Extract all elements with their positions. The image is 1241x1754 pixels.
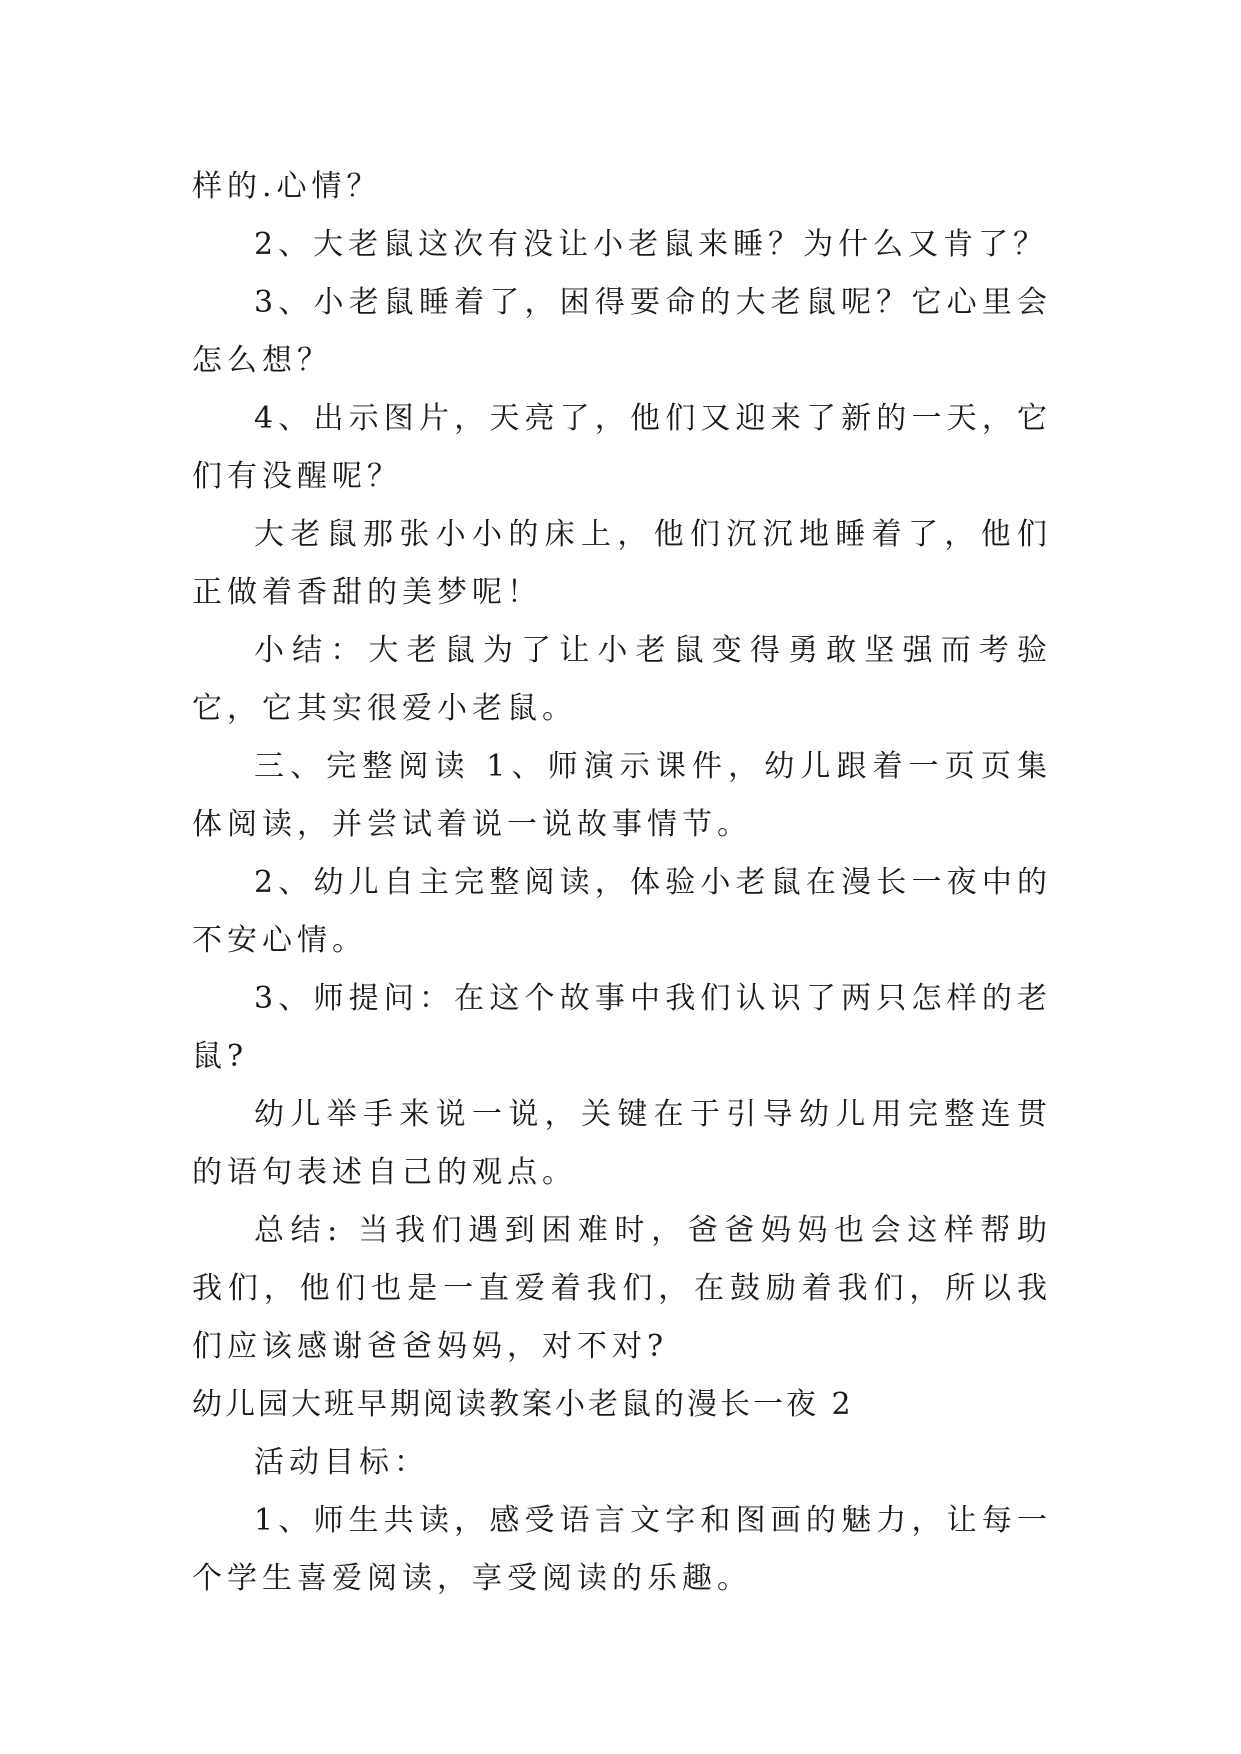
paragraph-step-3: 3、师提问：在这个故事中我们认识了两只怎样的老鼠? <box>192 981 1052 1074</box>
paragraph-conclusion: 总结: 当我们遇到困难时，爸爸妈妈也会这样帮助我们，他们也是一直爱着我们，在鼓励着我们，所以我们应该感谢爸爸妈妈，对不对? <box>192 1213 1052 1364</box>
paragraph-question-3: 3、小老鼠睡着了，困得要命的大老鼠呢？它心里会怎么想？ <box>192 285 1052 378</box>
paragraph-answer: 大老鼠那张小小的床上，他们沉沉地睡着了，他们正做着香甜的美梦呢！ <box>192 517 1052 610</box>
paragraph-question-4: 4、出示图片，天亮了，他们又迎来了新的一天，它们有没醒呢？ <box>192 401 1052 494</box>
paragraph-question-2: 2、大老鼠这次有没让小老鼠来睡？为什么又肯了？ <box>254 227 1049 262</box>
paragraph-continuation: 样的.心情？ <box>192 169 382 204</box>
paragraph-goals-label: 活动目标： <box>254 1445 429 1480</box>
document-body <box>192 158 1052 1608</box>
paragraph-goal-1: 1、师生共读，感受语言文字和图画的魅力，让每一个学生喜爱阅读，享受阅读的乐趣。 <box>192 1503 1052 1596</box>
paragraph-summary: 小结：大老鼠为了让小老鼠变得勇敢坚强而考验它，它其实很爱小老鼠。 <box>192 633 1052 726</box>
section-title: 幼儿园大班早期阅读教案小老鼠的漫长一夜 2 <box>192 1387 854 1422</box>
paragraph-discussion: 幼儿举手来说一说，关键在于引导幼儿用完整连贯的语句表述自己的观点。 <box>192 1097 1052 1190</box>
paragraph-step-2: 2、幼儿自主完整阅读，体验小老鼠在漫长一夜中的不安心情。 <box>192 865 1052 958</box>
paragraph-section-3: 三、完整阅读 1、师演示课件，幼儿跟着一页页集体阅读，并尝试着说一说故事情节。 <box>192 749 1052 842</box>
